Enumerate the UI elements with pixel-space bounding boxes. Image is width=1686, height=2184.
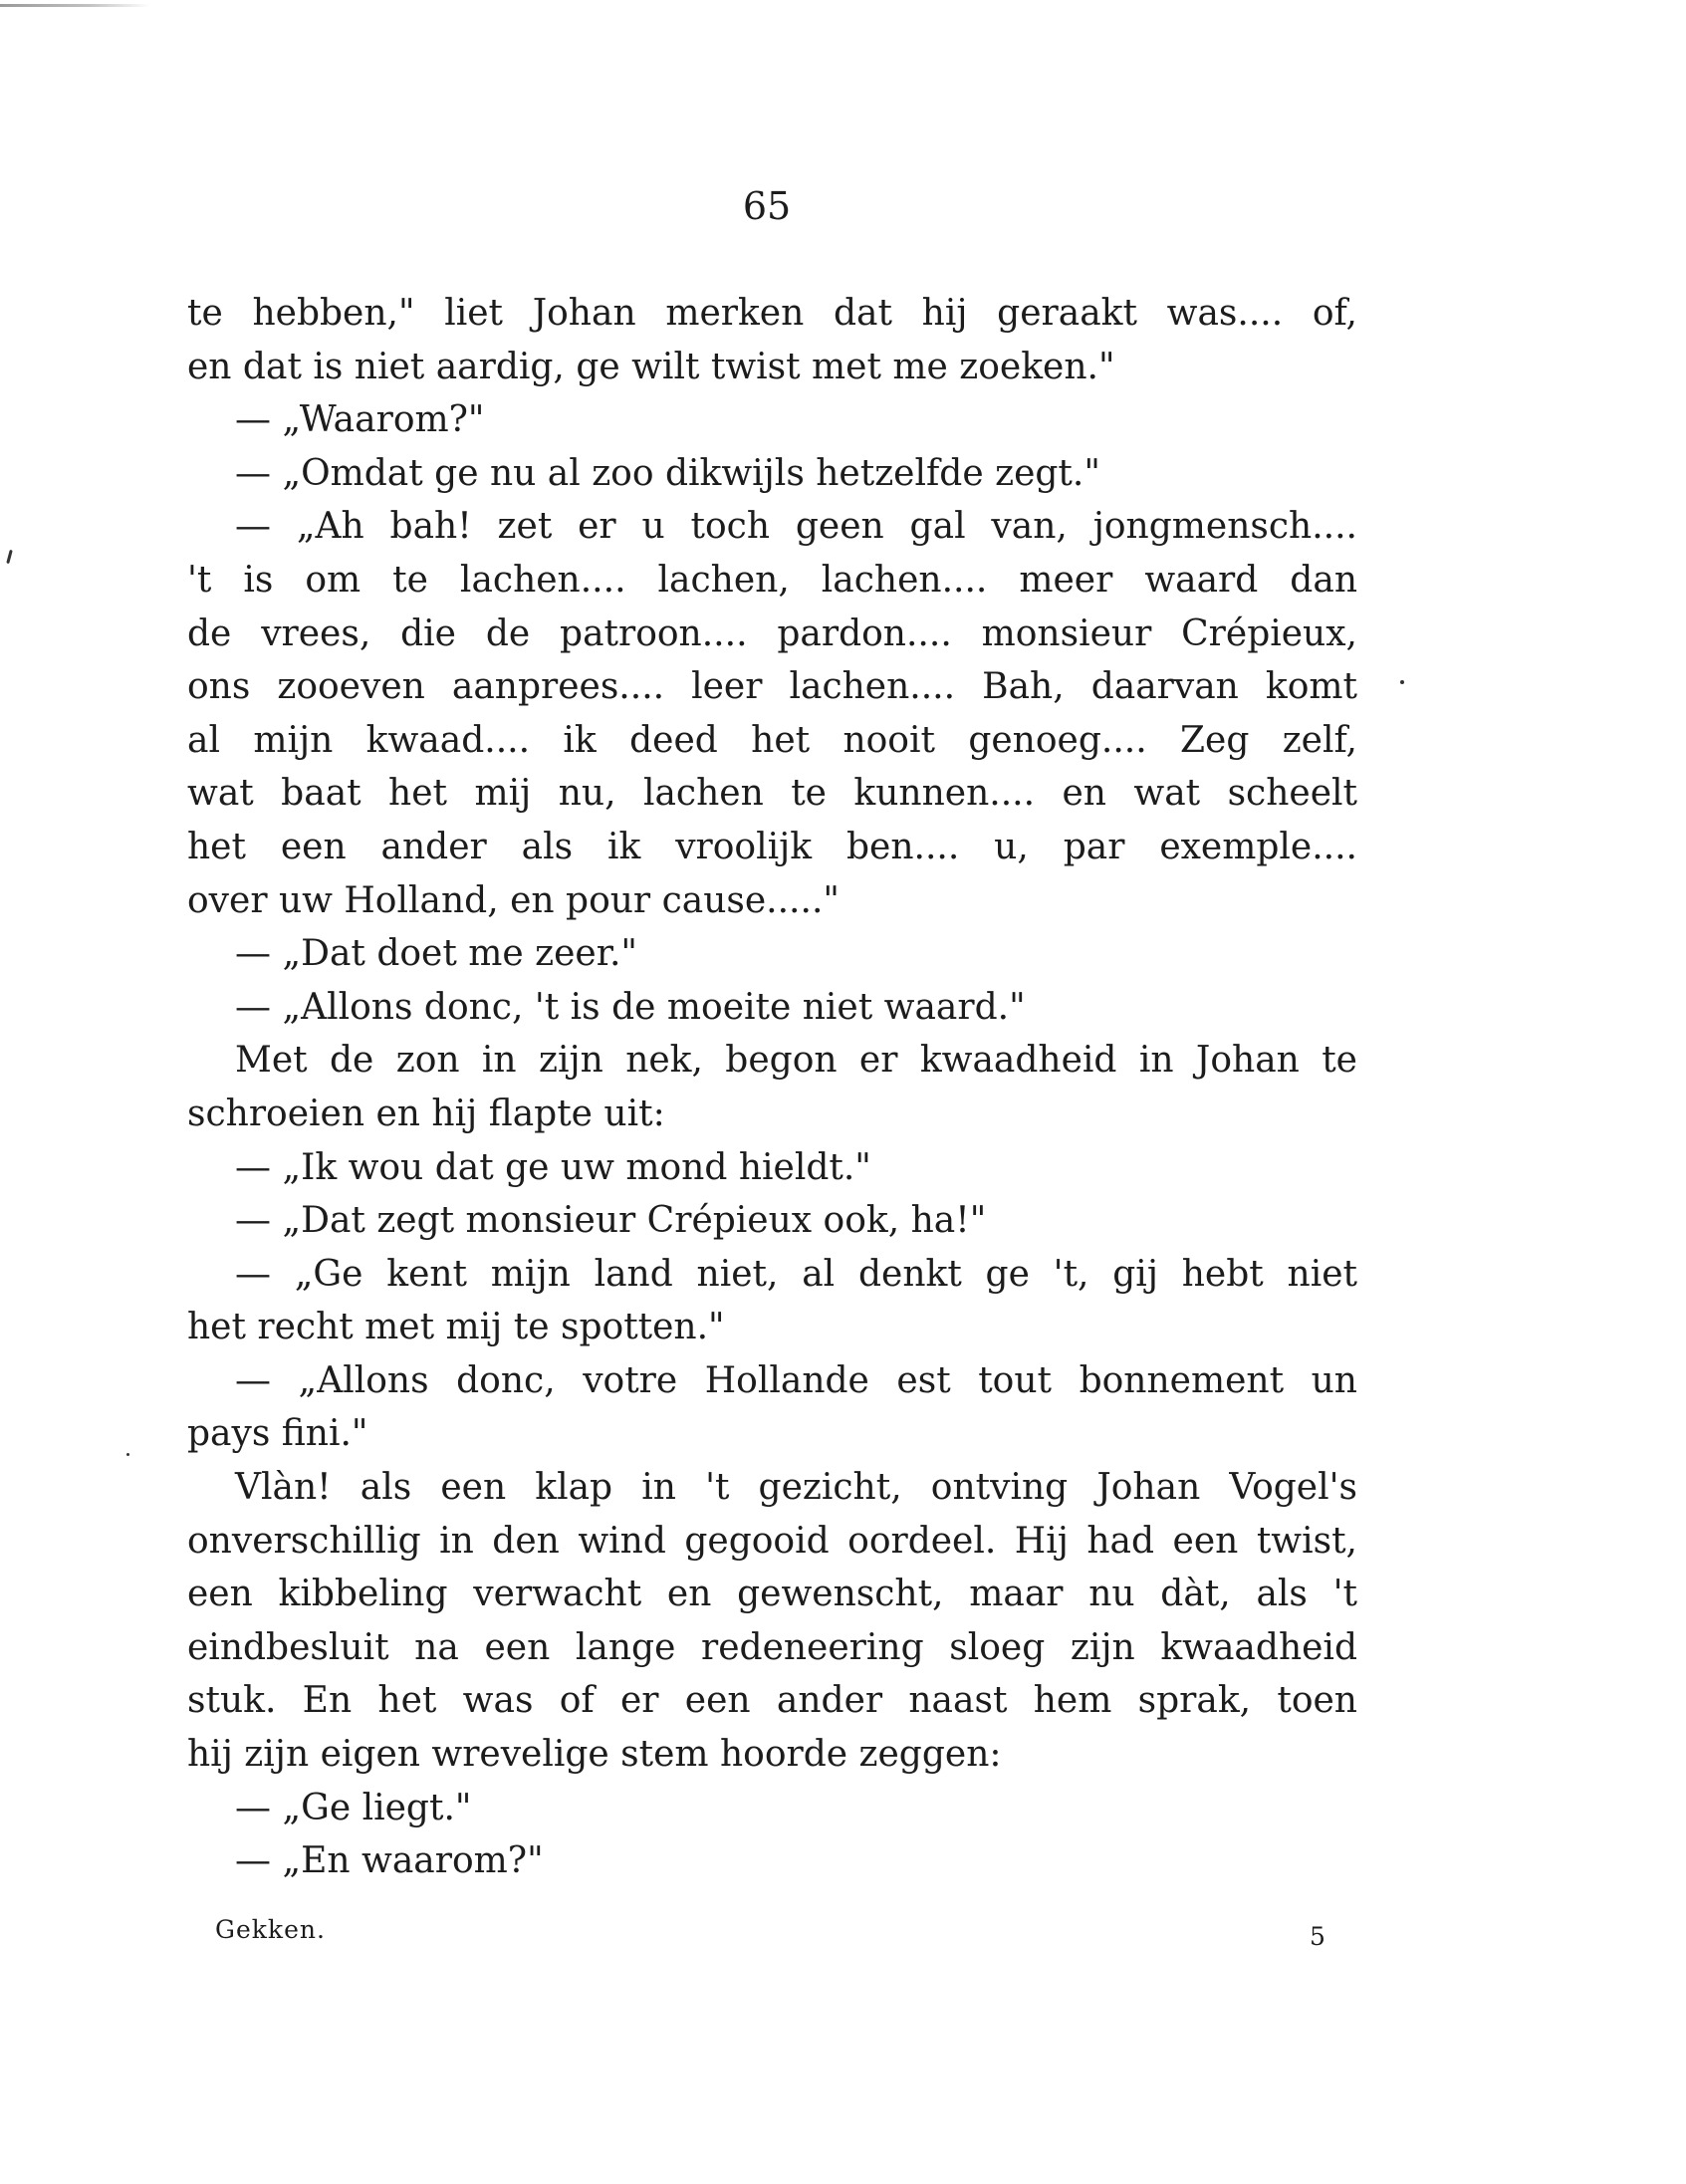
text-line: — „En waarom?" <box>235 1840 544 1882</box>
text-line: — „Ge liegt." <box>235 1787 472 1828</box>
text-line: — „Ik wou dat ge uw mond hieldt." <box>235 1146 871 1188</box>
text-line: — „Omdat ge nu al zoo dikwijls hetzelfde zegt." <box>235 452 1100 494</box>
text-line: en dat is niet aardig, ge wilt twist met me zoeken." <box>187 346 1115 387</box>
page-number: 65 <box>742 184 792 228</box>
signature-title: Gekken. <box>215 1915 326 1944</box>
text-line: pays fini." <box>187 1413 368 1455</box>
text-line: — „Allons donc, votre Hollande est tout bonnement un <box>235 1359 1357 1401</box>
text-line: 't is om te lachen.... lachen, lachen.... meer waard dan <box>187 559 1357 601</box>
signature-number: 5 <box>1310 1922 1325 1951</box>
margin-speck <box>126 1453 129 1456</box>
text-line: — „Waarom?" <box>235 399 485 441</box>
scan-edge-mark <box>0 4 149 7</box>
text-line: wat baat het mij nu, lachen te kunnen.... en wat scheelt <box>187 773 1357 815</box>
margin-speck <box>1400 680 1404 684</box>
text-line: te hebben," liet Johan merken dat hij geraakt was.... of, <box>187 293 1357 334</box>
text-line: — „Dat zegt monsieur Crépieux ook, ha!" <box>235 1200 987 1242</box>
text-line: stuk. En het was of er een ander naast hem sprak, toen <box>187 1680 1357 1722</box>
text-line: al mijn kwaad.... ik deed het nooit genoeg.... Zeg zelf, <box>187 719 1357 761</box>
text-line: eindbesluit na een lange redeneering sloeg zijn kwaadheid <box>187 1626 1357 1668</box>
text-line: over uw Holland, en pour cause....." <box>187 879 840 921</box>
text-line: de vrees, die de patroon.... pardon.... monsieur Crépieux, <box>187 612 1357 654</box>
text-line: onverschillig in den wind gegooid oordeel. Hij had een twist, <box>187 1520 1357 1562</box>
text-line: — „Ah bah! zet er u toch geen gal van, jongmensch.... <box>235 506 1357 548</box>
text-line: schroeien en hij flapte uit: <box>187 1092 665 1134</box>
text-line: hij zijn eigen wrevelige stem hoorde zeggen: <box>187 1734 1002 1776</box>
text-line: een kibbeling verwacht en gewenscht, maar nu dàt, als 't <box>187 1574 1357 1615</box>
text-line: — „Dat doet me zeer." <box>235 933 637 975</box>
text-line: Met de zon in zijn nek, begon er kwaadheid in Johan te <box>235 1040 1357 1082</box>
text-line: — „Allons donc, 't is de moeite niet waard." <box>235 986 1026 1028</box>
margin-speck <box>6 550 13 564</box>
text-line: Vlàn! als een klap in 't gezicht, ontving Johan Vogel's <box>235 1467 1357 1509</box>
text-line: het recht met mij te spotten." <box>187 1307 725 1348</box>
text-line: — „Ge kent mijn land niet, al denkt ge 't, gij hebt niet <box>235 1253 1357 1295</box>
body-text <box>187 287 1357 1888</box>
text-line: ons zooeven aanprees.... leer lachen.... Bah, daarvan komt <box>187 666 1357 708</box>
text-line: het een ander als ik vroolijk ben.... u, par exemple.... <box>187 826 1357 867</box>
